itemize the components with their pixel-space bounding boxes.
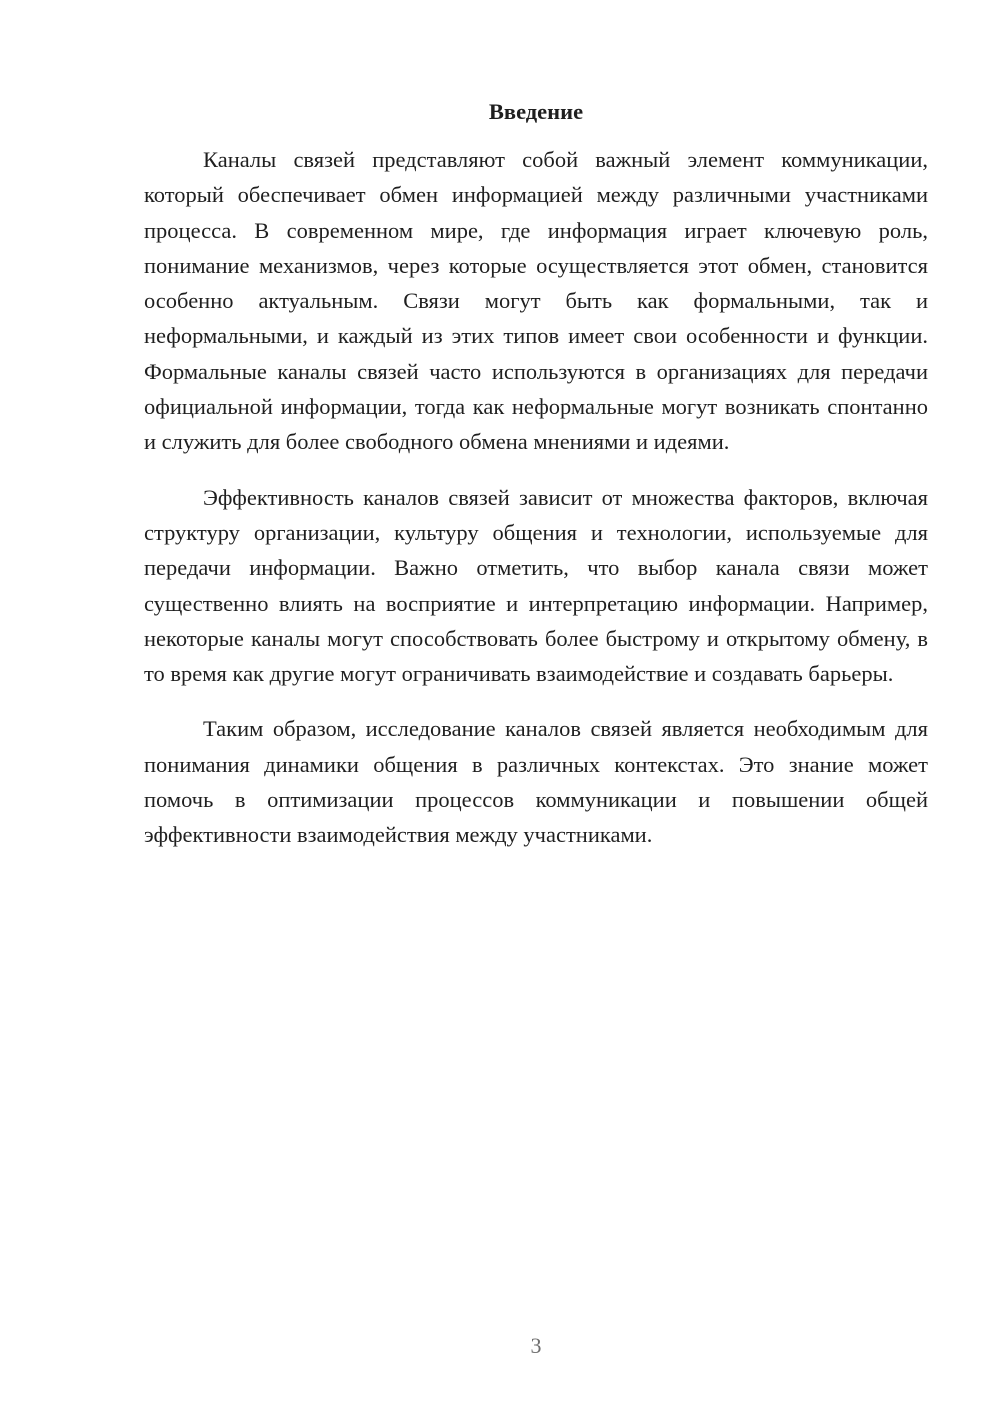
page-content: [144, 96, 928, 853]
section-heading: Введение: [488, 99, 584, 124]
page-number: 3: [530, 1333, 542, 1358]
paragraph-1: Каналы связей представляют собой важный элемент коммуникации, который обеспечивает обмен информацией между различными участниками процесса. В современном мире, где информация играет ключевую роль, понимание механизмов, через которые осуществляется этот обмен, становится особенно актуальным. Связи могут быть как формальными, так и неформальными, и каждый из этих типов имеет свои особенности и функции. Формальные каналы связей часто используются в организациях для передачи официальной информации, тогда как неформальные могут возникать спонтанно и служить для более свободного обмена мнениями и идеями.: [144, 147, 928, 455]
paragraph-3: Таким образом, исследование каналов связей является необходимым для понимания динамики общения в различных контекстах. Это знание может помочь в оптимизации процессов коммуникации и повышении общей эффективности взаимодействия между участниками.: [144, 716, 928, 848]
paragraph-2: Эффективность каналов связей зависит от множества факторов, включая структуру организации, культуру общения и технологии, используемые для передачи информации. Важно отметить, что выбор канала связи может существенно влиять на восприятие и интерпретацию информации. Например, некоторые каналы могут способствовать более быстрому и открытому обмену, в то время как другие могут ограничивать взаимодействие и создавать барьеры.: [144, 484, 928, 687]
